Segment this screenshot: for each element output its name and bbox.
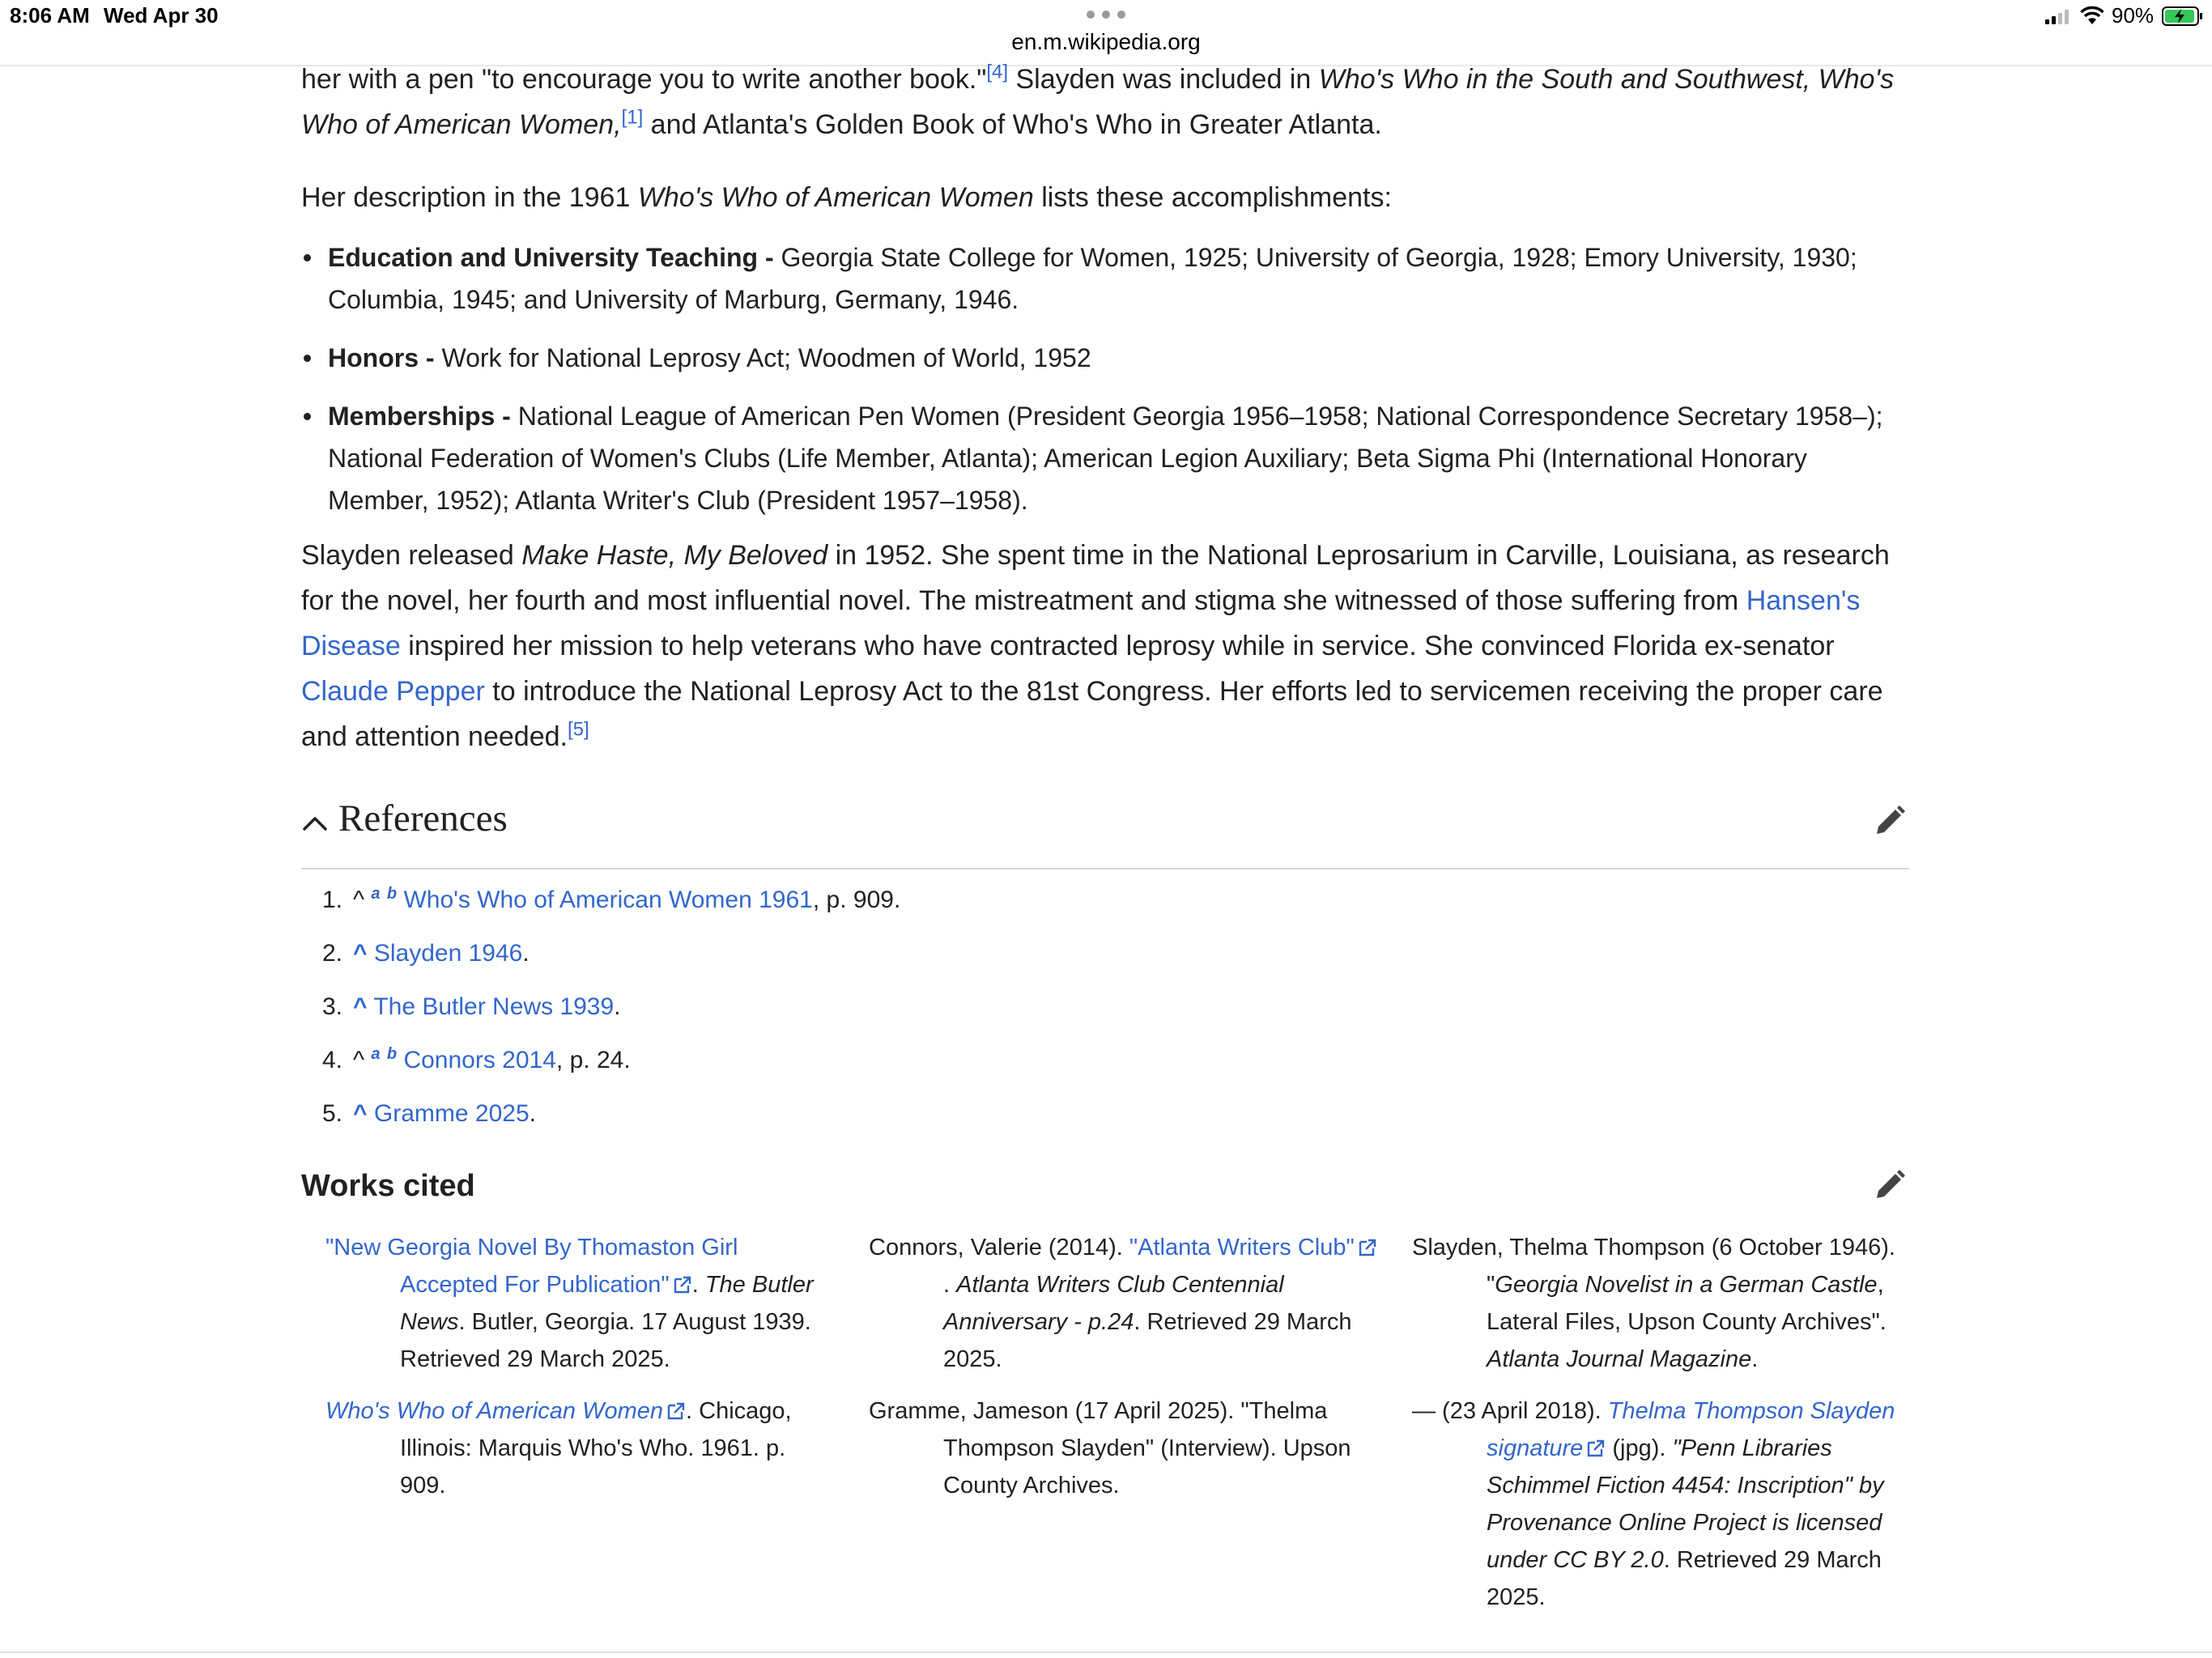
multitasking-dots-icon[interactable] <box>1087 8 1125 21</box>
external-link-icon <box>673 1275 692 1295</box>
external-link-icon <box>1358 1238 1377 1257</box>
wifi-icon <box>2079 5 2105 26</box>
citation-entry: Gramme, Jameson (17 April 2025). "Thelma Thompson Slayden" (Interview). Upson County Archives. <box>869 1398 1351 1499</box>
section-title: References <box>338 797 508 840</box>
list-item: Memberships - National League of American Pen Women (President Georgia 1956–1958; National Correspondence Secretary 1958–); National Federation of Women's Clubs (Life Member, Atlanta); American Legion Auxiliary; Beta Sigma Phi (International Honorary Member, 1952); Atlanta Writer's Club (President 1957–1958). <box>328 395 1911 521</box>
backlink-b[interactable]: b <box>386 885 398 903</box>
paragraph-novel: Slayden released Make Haste, My Beloved in 1952. She spent time in the National Leprosarium in Carville, Louisiana, as research for the novel, her fourth and most influential novel. The mistreatment and stigma she witnessed of those suffering from Hansen's Disease inspired her mission to help veterans who have contracted leprosy while in service. She convinced Florida ex-senator Claude Pepper to introduce the National Leprosy Act to the 81st Congress. Her efforts led to servicemen receiving the proper care and attention needed.[5] <box>301 540 1890 752</box>
section-title: Works cited <box>301 1169 475 1203</box>
battery-charging-icon <box>2162 6 2204 26</box>
works-column-3 <box>1412 1229 1914 1630</box>
list-item: Honors - Work for National Leprosy Act; Woodmen of World, 1952 <box>328 337 1911 379</box>
reference-item: 5. ^ Gramme 2025. <box>322 1100 536 1127</box>
battery-percentage: 90% <box>2112 3 2155 28</box>
citation-title-link[interactable]: "New Georgia Novel By Thomaston Girl Accepted For Publication" <box>325 1235 738 1298</box>
references-list <box>301 882 1840 1150</box>
reference-link[interactable]: The Butler News 1939 <box>373 993 615 1020</box>
works-cited-header <box>301 1166 1909 1214</box>
reference-item: 4. ^ $^a$ $^b$ Connors 2014, p. 24. <box>322 1045 631 1073</box>
chevron-up-icon[interactable] <box>301 810 329 837</box>
citation-title-link[interactable]: Thelma Thompson Slayden signature <box>1487 1398 1895 1461</box>
status-date: Wed Apr 30 <box>104 3 219 28</box>
list-item: Education and University Teaching - Georgia State College for Women, 1925; University of Georgia, 1928; Emory University, 1930; Columbia, 1945; and University of Marburg, Germany, 1946. <box>328 236 1911 321</box>
reference-link[interactable]: Who's Who of American Women 1961 <box>403 886 813 913</box>
backlink-b[interactable]: b <box>386 1045 398 1063</box>
accomplishments-list <box>301 236 1911 521</box>
citation-entry: "New Georgia Novel By Thomaston Girl Accepted For Publication" . The Butler News. Butler, Georgia. 17 August 1939. Retrieved 29 March 2025. <box>325 1235 814 1372</box>
external-link-icon <box>1586 1439 1606 1458</box>
citation-entry: Slayden, Thelma Thompson (6 October 1946). "Georgia Novelist in a German Castle, Lateral Files, Upson County Archives". Atlanta Journal Magazine. <box>1412 1235 1895 1372</box>
status-time: 8:06 AM <box>10 3 90 28</box>
article-content <box>301 57 1911 759</box>
paragraph-description: Her description in the 1961 Who's Who of American Women lists these accomplishments: <box>301 182 1392 213</box>
references-section-header[interactable] <box>301 793 1909 869</box>
citation-title-link[interactable]: Who's Who of American Women <box>325 1398 664 1424</box>
backlink-a[interactable]: a <box>371 1045 381 1063</box>
reference-item: 3. ^ The Butler News 1939. <box>322 993 621 1020</box>
reference-item: 1. ^ $^a$ $^b$ Who's Who of American Women 1961, p. 909. <box>322 885 901 913</box>
works-column-1 <box>325 1229 827 1519</box>
citation-entry: Who's Who of American Women . Chicago, Illinois: Marquis Who's Who. 1961. p. 909. <box>325 1398 792 1499</box>
citation-entry: Connors, Valerie (2014). "Atlanta Writers Club". Atlanta Writers Club Centennial Anniversary - p.24. Retrieved 29 March 2025. <box>869 1229 1379 1378</box>
reference-link[interactable]: Gramme 2025 <box>373 1100 530 1127</box>
reference-link[interactable]: Connors 2014 <box>403 1047 556 1073</box>
reference-item: 2. ^ Slayden 1946. <box>322 940 530 967</box>
citation-title-link[interactable]: "Atlanta Writers Club" <box>1129 1235 1355 1261</box>
external-link-icon <box>666 1401 686 1421</box>
citation-link[interactable]: [5] <box>567 718 589 741</box>
paragraph-recognition: her with a pen "to encourage you to write another book."[4] Slayden was included in Who's Who in the South and Southwest, Who's Who of American Women,[1] and Atlanta's Golden Book of Who's Who in Greater Atlanta. <box>301 61 1895 140</box>
backlink[interactable]: ^ <box>353 940 368 967</box>
backlink-a[interactable]: a <box>371 885 381 903</box>
page-bottom-divider <box>0 1652 2212 1653</box>
citation-link[interactable]: [1] <box>621 106 644 129</box>
works-column-2 <box>869 1229 1379 1519</box>
citation-entry: — (23 April 2018). Thelma Thompson Slayden signature (jpg). "Penn Libraries Schimmel Fiction 4454: Inscription" by Provenance Online Project is licensed under CC BY 2.0. Retrieved 29 March 2025. <box>1412 1398 1895 1610</box>
pencil-icon[interactable] <box>1872 803 1908 839</box>
cellular-signal-icon <box>2045 8 2069 24</box>
link-hansens-disease[interactable]: Hansen's Disease <box>301 585 1861 661</box>
backlink[interactable]: ^ <box>353 993 368 1020</box>
pencil-icon[interactable] <box>1872 1167 1908 1203</box>
reference-link[interactable]: Slayden 1946 <box>373 940 523 967</box>
address-bar-url[interactable]: en.m.wikipedia.org <box>1011 29 1201 54</box>
link-claude-pepper[interactable]: Claude Pepper <box>301 676 485 707</box>
citation-link[interactable]: [4] <box>986 61 1009 83</box>
backlink[interactable]: ^ <box>353 1100 368 1127</box>
